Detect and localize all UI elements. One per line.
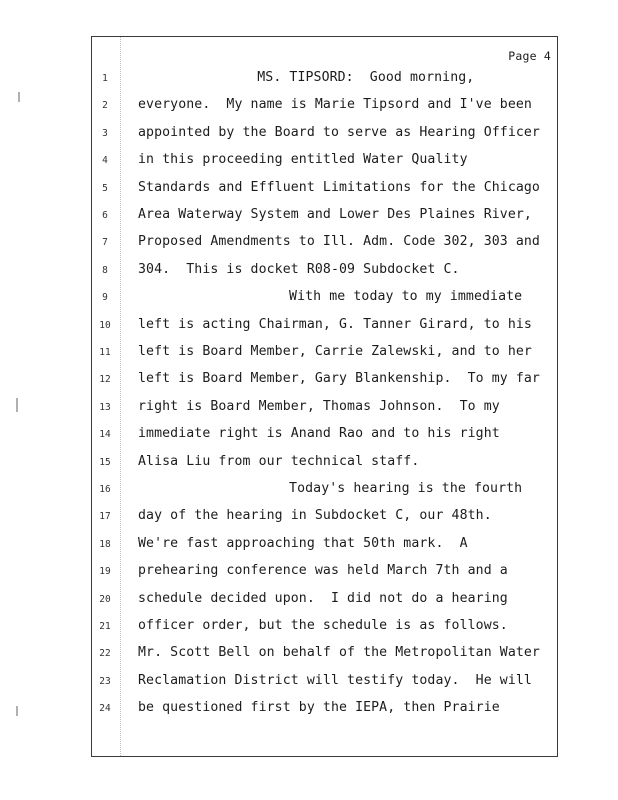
line-number: 18 xyxy=(99,538,111,550)
line-number: 5 xyxy=(102,182,108,194)
transcript-line-text: Proposed Amendments to Ill. Adm. Code 302, 303 and xyxy=(138,234,540,250)
transcript-line-text: With me today to my immediate xyxy=(289,289,523,305)
transcript-line-text: Reclamation District will testify today. He will xyxy=(138,672,532,688)
line-number: 23 xyxy=(99,675,111,687)
transcript-line-text: everyone. My name is Marie Tipsord and I've been xyxy=(138,97,532,113)
line-number: 3 xyxy=(102,127,108,139)
scan-margin-mark xyxy=(16,706,18,716)
line-number: 24 xyxy=(99,703,111,715)
line-number: 15 xyxy=(99,456,111,468)
line-number: 11 xyxy=(99,347,111,358)
line-number: 6 xyxy=(102,210,108,221)
transcript-line-text: immediate right is Anand Rao and to his right xyxy=(138,426,500,442)
transcript-line-text: 304. This is docket R08-09 Subdocket C. xyxy=(138,261,460,277)
line-number: 20 xyxy=(99,593,111,605)
transcript-line-text: left is Board Member, Gary Blankenship. To my far xyxy=(138,371,540,387)
transcript-line-text: We're fast approaching that 50th mark. A xyxy=(138,535,468,551)
line-number: 22 xyxy=(99,648,111,660)
line-number: 2 xyxy=(102,100,108,112)
line-number: 16 xyxy=(99,484,111,495)
transcript-line-text: MS. TIPSORD: Good morning, xyxy=(257,70,475,85)
line-number: 17 xyxy=(99,511,111,523)
line-number: 14 xyxy=(99,429,111,441)
page-number: Page 4 xyxy=(508,49,551,63)
transcript-line-text: prehearing conference was held March 7th and a xyxy=(138,563,508,579)
transcript-line-text: right is Board Member, Thomas Johnson. To my xyxy=(138,398,500,414)
line-number-gutter-divider xyxy=(120,37,121,756)
scan-margin-mark xyxy=(18,92,20,102)
line-number: 10 xyxy=(99,319,111,331)
scan-margin-mark xyxy=(16,398,18,412)
transcript-page xyxy=(91,36,558,757)
transcript-line-text: Mr. Scott Bell on behalf of the Metropolitan Water xyxy=(138,645,540,661)
transcript-line-text: be questioned first by the IEPA, then Prairie xyxy=(138,700,500,716)
transcript-line-text: Area Waterway System and Lower Des Plaines River, xyxy=(138,207,532,222)
transcript-line-text: day of the hearing in Subdocket C, our 48th. xyxy=(138,508,492,524)
line-number: 4 xyxy=(102,155,108,167)
line-number: 13 xyxy=(99,401,111,413)
transcript-line-text: Today's hearing is the fourth xyxy=(289,481,523,496)
transcript-line-text: Alisa Liu from our technical staff. xyxy=(138,453,420,469)
line-number: 7 xyxy=(102,237,108,249)
transcript-line-text: left is Board Member, Carrie Zalewski, and to her xyxy=(138,344,532,359)
line-number: 19 xyxy=(99,566,111,578)
transcript-line-text: Standards and Effluent Limitations for the Chicago xyxy=(138,179,540,195)
transcript-line-text: appointed by the Board to serve as Hearing Officer xyxy=(138,124,540,140)
transcript-line-text: left is acting Chairman, G. Tanner Girard, to his xyxy=(138,316,532,332)
line-number: 21 xyxy=(99,621,111,632)
line-number: 1 xyxy=(102,73,108,84)
transcript-line-text: schedule decided upon. I did not do a hearing xyxy=(138,590,508,606)
transcript-line-text: officer order, but the schedule is as follows. xyxy=(138,618,508,633)
line-number: 12 xyxy=(99,374,111,386)
line-number: 8 xyxy=(102,264,108,276)
line-number: 9 xyxy=(102,292,108,304)
transcript-line-text: in this proceeding entitled Water Quality xyxy=(138,152,468,168)
